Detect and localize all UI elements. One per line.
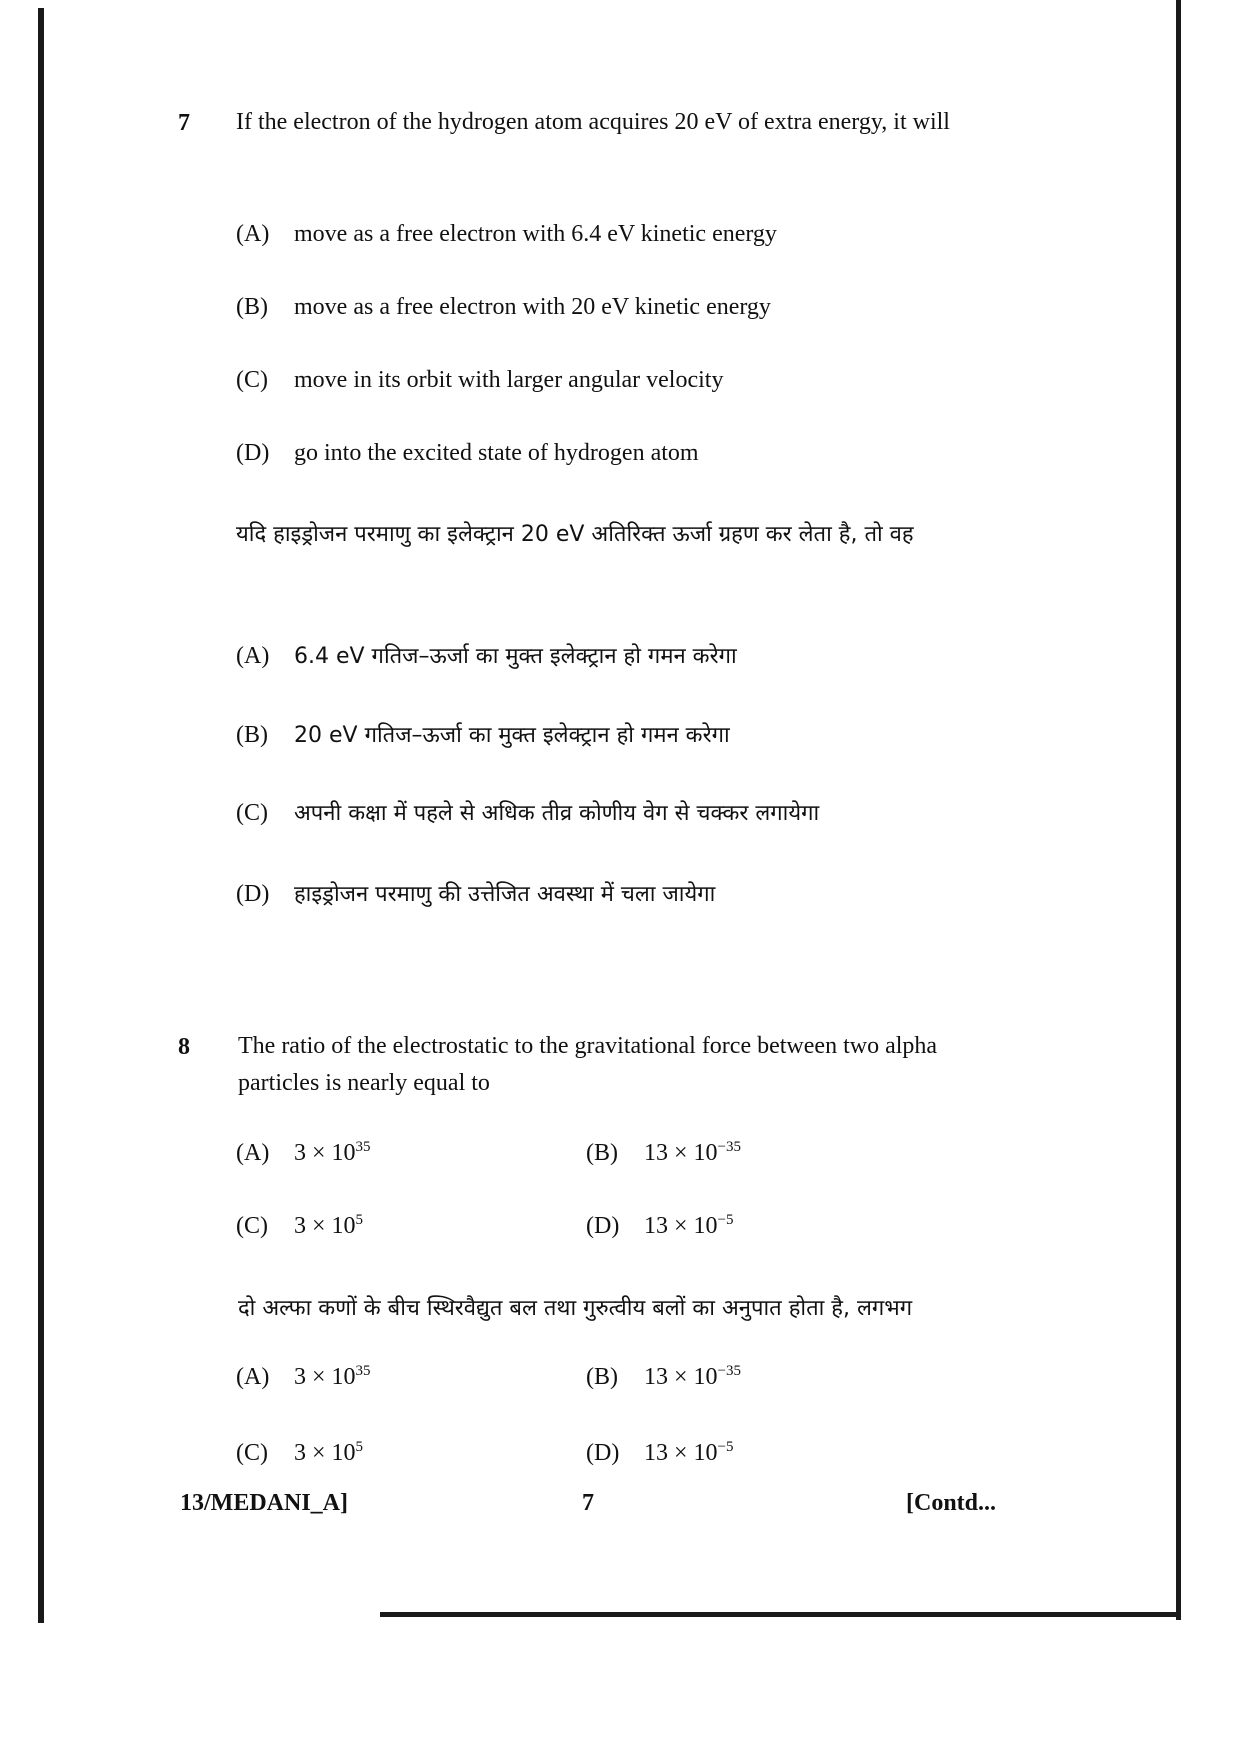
- question-8-number: 8: [178, 1034, 190, 1060]
- footer-page-number: 7: [582, 1490, 594, 1516]
- page-border-left: [38, 8, 44, 1623]
- option-label: (A): [236, 1364, 270, 1390]
- q8-option-b-en[interactable]: [586, 1140, 741, 1167]
- q7-option-a-hi[interactable]: [236, 640, 737, 670]
- question-7-number: 7: [178, 110, 190, 136]
- option-text: move as a free electron with 6.4 eV kinetic energy: [294, 221, 777, 247]
- q7-option-b-hi[interactable]: [236, 719, 730, 749]
- option-exponent: −5: [717, 1439, 734, 1455]
- q8-option-a-hi[interactable]: [236, 1364, 371, 1391]
- question-7-stem-hi: यदि हाइड्रोजन परमाणु का इलेक्ट्रान 20 eV अतिरिक्त ऊर्जा ग्रहण कर लेता है, तो वह: [236, 522, 914, 547]
- option-label: (C): [236, 800, 268, 826]
- option-label: (B): [236, 294, 268, 320]
- page-border-right: [1176, 0, 1181, 1620]
- option-text: हाइड्रोजन परमाणु की उत्तेजित अवस्था में चला जायेगा: [294, 882, 716, 907]
- option-base: 3 × 10: [294, 1364, 356, 1390]
- q7-option-d-en[interactable]: [236, 440, 699, 467]
- q7-option-c-en[interactable]: [236, 367, 723, 394]
- q8-option-c-hi[interactable]: [236, 1440, 363, 1467]
- option-base: 3 × 10: [294, 1213, 356, 1239]
- option-base: 13 × 10: [644, 1364, 718, 1390]
- option-exponent: 35: [355, 1139, 371, 1155]
- question-7-stem-en: If the electron of the hydrogen atom acquires 20 eV of extra energy, it will: [236, 109, 950, 135]
- option-text: 20 eV गतिज–ऊर्जा का मुक्त इलेक्ट्रान हो गमन करेगा: [294, 723, 730, 748]
- option-label: (D): [586, 1440, 620, 1466]
- option-base: 13 × 10: [644, 1213, 718, 1239]
- q7-option-b-en[interactable]: [236, 294, 771, 321]
- option-base: 13 × 10: [644, 1440, 718, 1466]
- option-exponent: −35: [717, 1139, 742, 1155]
- q8-option-b-hi[interactable]: [586, 1364, 741, 1391]
- option-base: 3 × 10: [294, 1440, 356, 1466]
- option-label: (D): [236, 440, 270, 466]
- option-label: (A): [236, 221, 270, 247]
- q8-option-d-en[interactable]: [586, 1213, 734, 1240]
- q8-option-a-en[interactable]: [236, 1140, 371, 1167]
- option-label: (B): [236, 722, 268, 748]
- option-exponent: −5: [717, 1212, 734, 1228]
- option-label: (C): [236, 1213, 268, 1239]
- option-text: 6.4 eV गतिज–ऊर्जा का मुक्त इलेक्ट्रान हो गमन करेगा: [294, 644, 737, 669]
- option-exponent: −35: [717, 1363, 742, 1379]
- option-label: (B): [586, 1140, 618, 1166]
- option-label: (C): [236, 367, 268, 393]
- option-text: go into the excited state of hydrogen atom: [294, 440, 699, 466]
- option-base: 13 × 10: [644, 1140, 718, 1166]
- option-label: (A): [236, 1140, 270, 1166]
- footer-paper-code: 13/MEDANI_A]: [180, 1490, 348, 1516]
- option-base: 3 × 10: [294, 1140, 356, 1166]
- q7-option-a-en[interactable]: [236, 221, 777, 248]
- option-label: (C): [236, 1440, 268, 1466]
- option-label: (D): [586, 1213, 620, 1239]
- footer-contd: [Contd...: [906, 1490, 997, 1516]
- q7-option-d-hi[interactable]: [236, 878, 715, 908]
- page-border-bottom: [380, 1612, 1180, 1617]
- option-label: (A): [236, 643, 270, 669]
- q8-option-c-en[interactable]: [236, 1213, 363, 1240]
- option-text: move in its orbit with larger angular velocity: [294, 367, 724, 393]
- option-label: (D): [236, 881, 270, 907]
- question-8-stem-hi: दो अल्फा कणों के बीच स्थिरवैद्युत बल तथा गुरुत्वीय बलों का अनुपात होता है, लगभग: [238, 1296, 913, 1321]
- q7-option-c-hi[interactable]: [236, 797, 819, 827]
- option-exponent: 5: [355, 1439, 364, 1455]
- option-exponent: 35: [355, 1363, 371, 1379]
- q8-option-d-hi[interactable]: [586, 1440, 734, 1467]
- option-exponent: 5: [355, 1212, 364, 1228]
- option-text: move as a free electron with 20 eV kinetic energy: [294, 294, 771, 320]
- question-8-stem-en: The ratio of the electrostatic to the gravitational force between two alpha particles is nearly equal to: [238, 1033, 938, 1096]
- option-label: (B): [586, 1364, 618, 1390]
- option-text: अपनी कक्षा में पहले से अधिक तीव्र कोणीय वेग से चक्कर लगायेगा: [294, 801, 820, 826]
